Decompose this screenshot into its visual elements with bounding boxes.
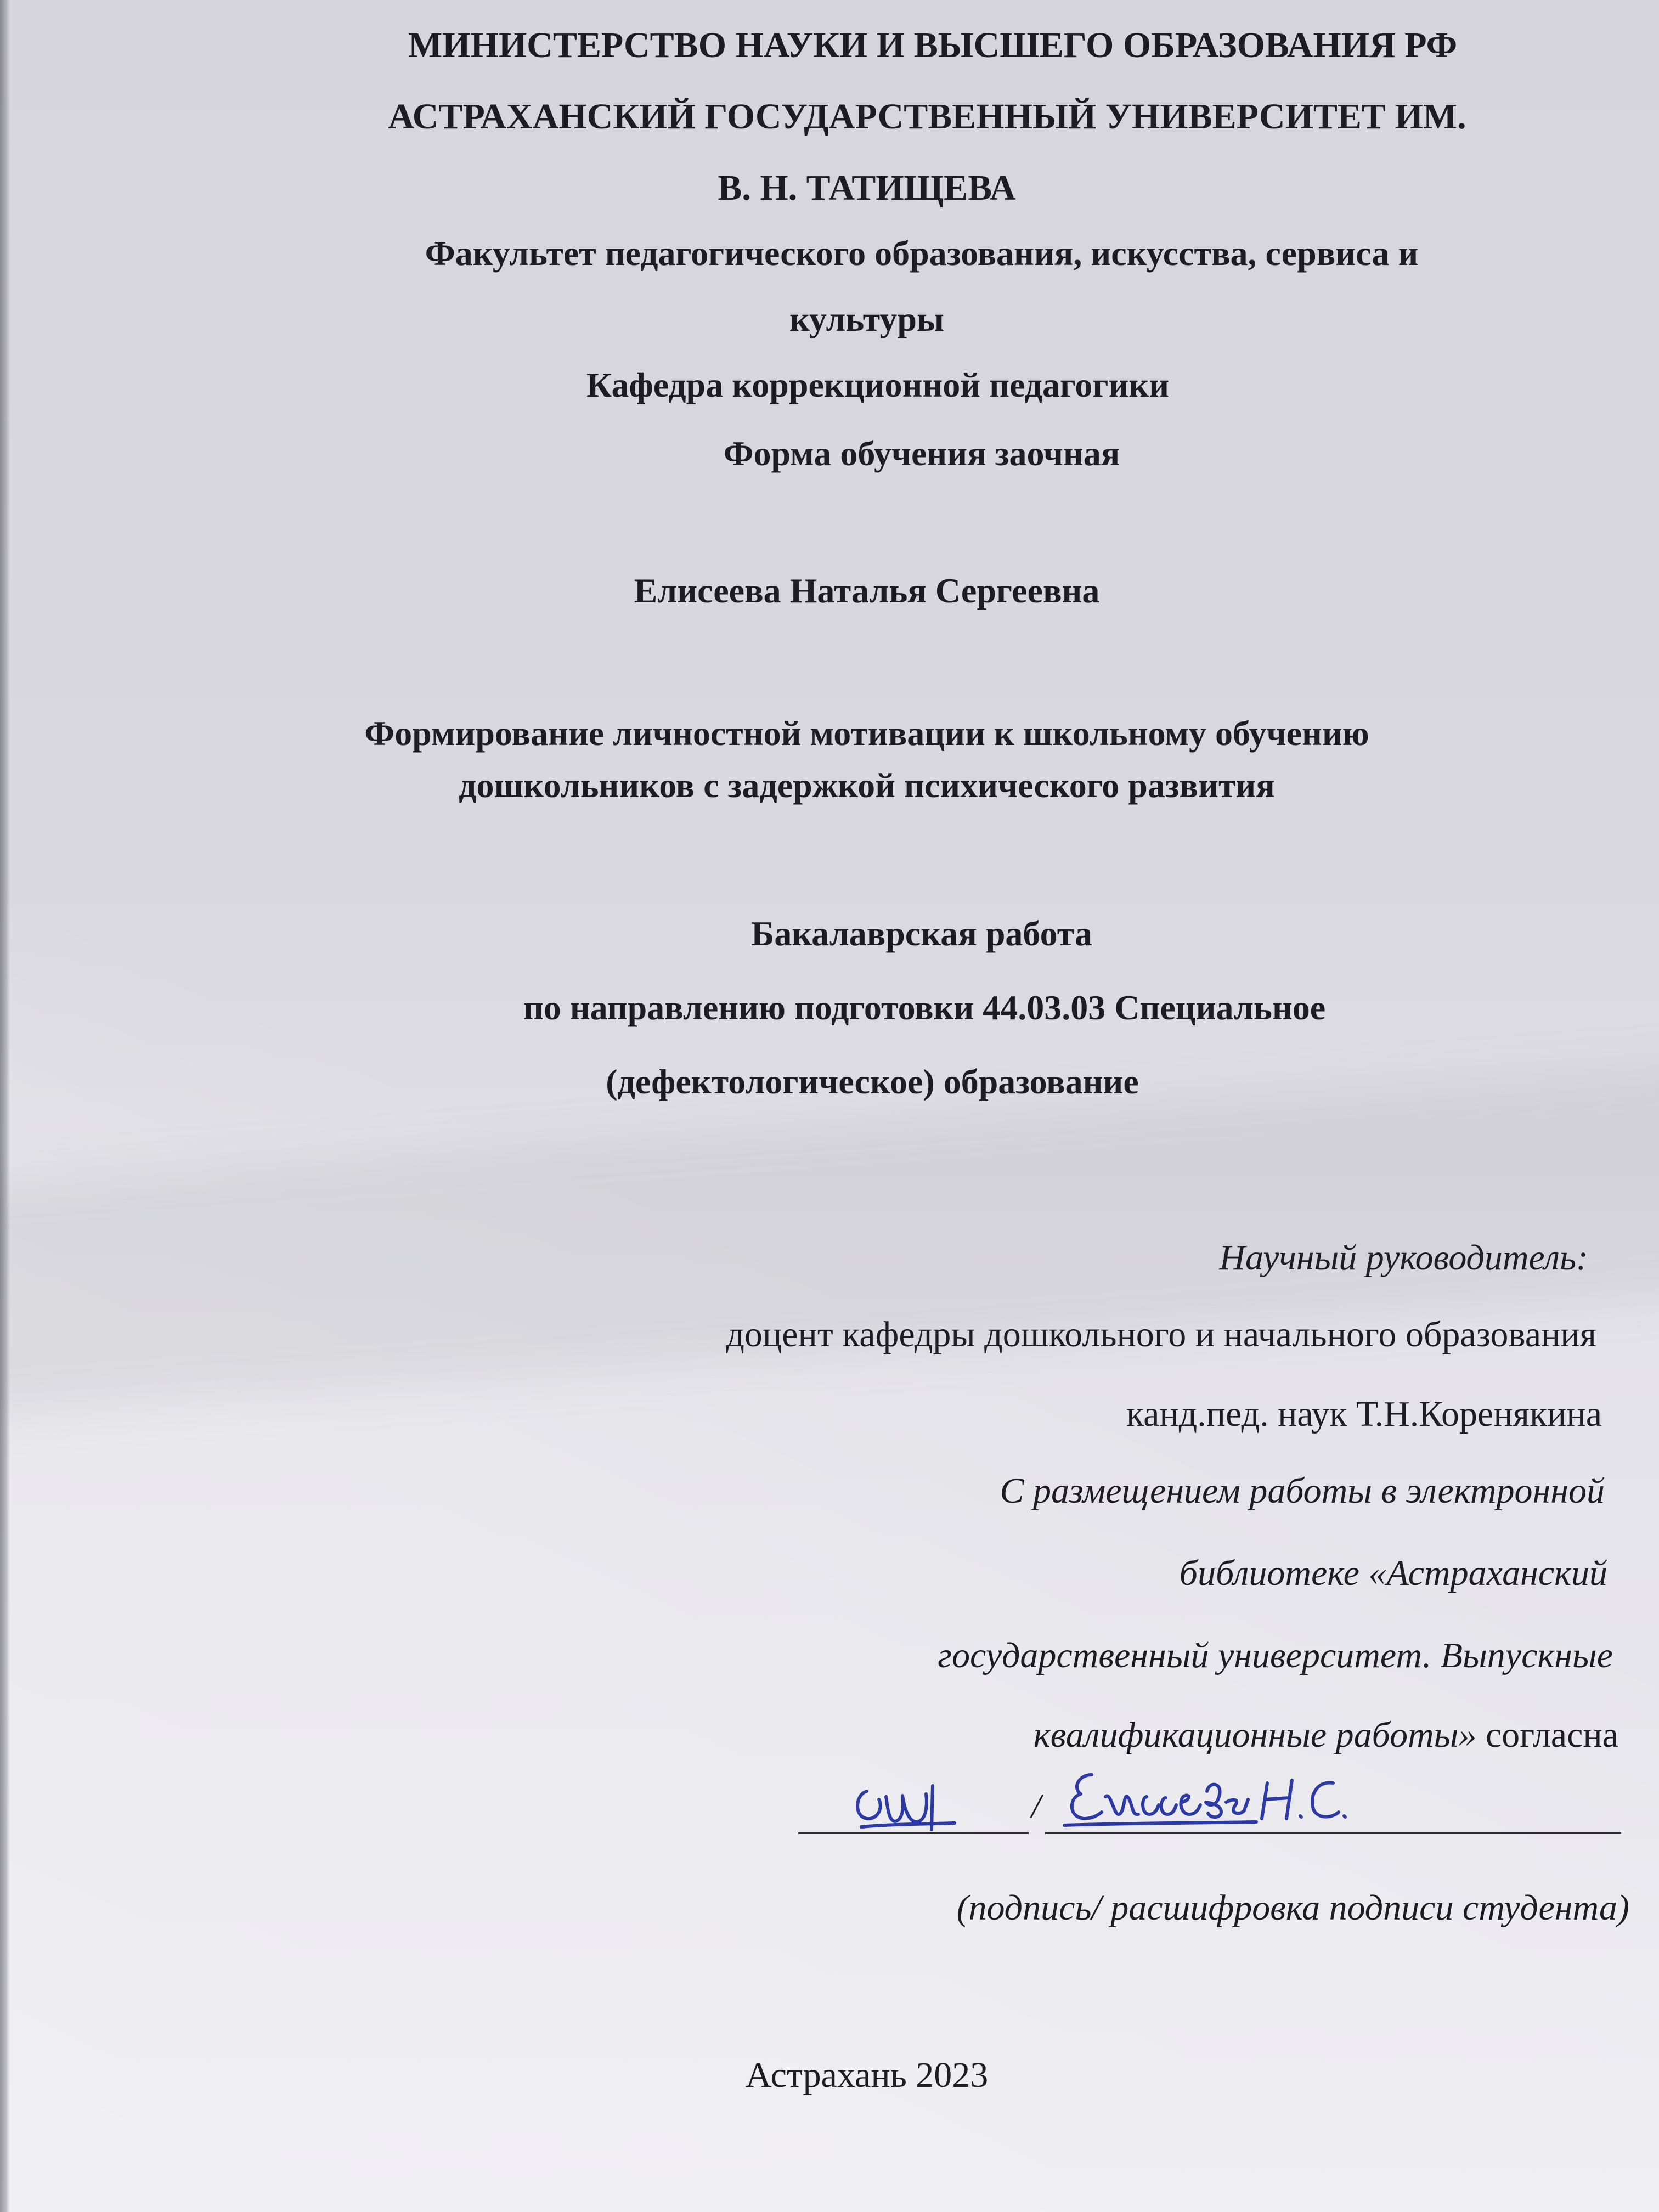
- name-underline: [1045, 1832, 1621, 1834]
- consent-line3: государственный университет. Выпускные: [938, 1635, 1613, 1675]
- study-form-line: Форма обучения заочная: [723, 434, 1120, 473]
- binding-edge: [0, 0, 10, 2212]
- work-type: Бакалаврская работа: [751, 914, 1092, 953]
- thesis-title-line2: дошкольников с задержкой психического развития: [459, 766, 1275, 805]
- ministry-heading: МИНИСТЕРСТВО НАУКИ И ВЫСШЕГО ОБРАЗОВАНИЯ РФ: [408, 25, 1458, 65]
- consent-agree-word: согласна: [1485, 1715, 1618, 1755]
- city-year: Астрахань 2023: [745, 2055, 989, 2095]
- consent-line2: библиотеке «Астраханский: [1179, 1553, 1607, 1593]
- direction-line1: по направлению подготовки 44.03.03 Специальное: [523, 988, 1326, 1027]
- handwritten-signature: [845, 1769, 1009, 1841]
- university-heading-line2: В. Н. ТАТИЩЕВА: [718, 168, 1016, 208]
- supervisor-label: Научный руководитель:: [1219, 1238, 1588, 1278]
- author-name: Елисеева Наталья Сергеевна: [634, 571, 1100, 610]
- thesis-title-line1: Формирование личностной мотивации к школьному обучению: [364, 714, 1369, 753]
- consent-line4-italic: квалификационные работы»: [1033, 1715, 1477, 1755]
- university-heading-line1: АСТРАХАНСКИЙ ГОСУДАРСТВЕННЫЙ УНИВЕРСИТЕТ ИМ.: [388, 97, 1466, 137]
- handwritten-name: [1059, 1764, 1476, 1835]
- faculty-line1: Факультет педагогического образования, искусства, сервиса и: [425, 234, 1419, 273]
- faculty-line2: культуры: [789, 300, 944, 338]
- consent-line4: [1034, 1714, 1618, 1756]
- supervisor-name: канд.пед. наук Т.Н.Коренякина: [1126, 1394, 1602, 1434]
- signature-separator: /: [1031, 1786, 1041, 1825]
- department-line: Кафедра коррекционной педагогики: [586, 365, 1170, 404]
- consent-line1: С размещением работы в электронной: [1000, 1471, 1605, 1511]
- direction-line2: (дефектологическое) образование: [606, 1062, 1139, 1101]
- supervisor-position: доцент кафедры дошкольного и начального образования: [726, 1314, 1596, 1355]
- signature-underline: [798, 1832, 1029, 1834]
- signature-caption: (подпись/ расшифровка подписи студента): [956, 1888, 1629, 1928]
